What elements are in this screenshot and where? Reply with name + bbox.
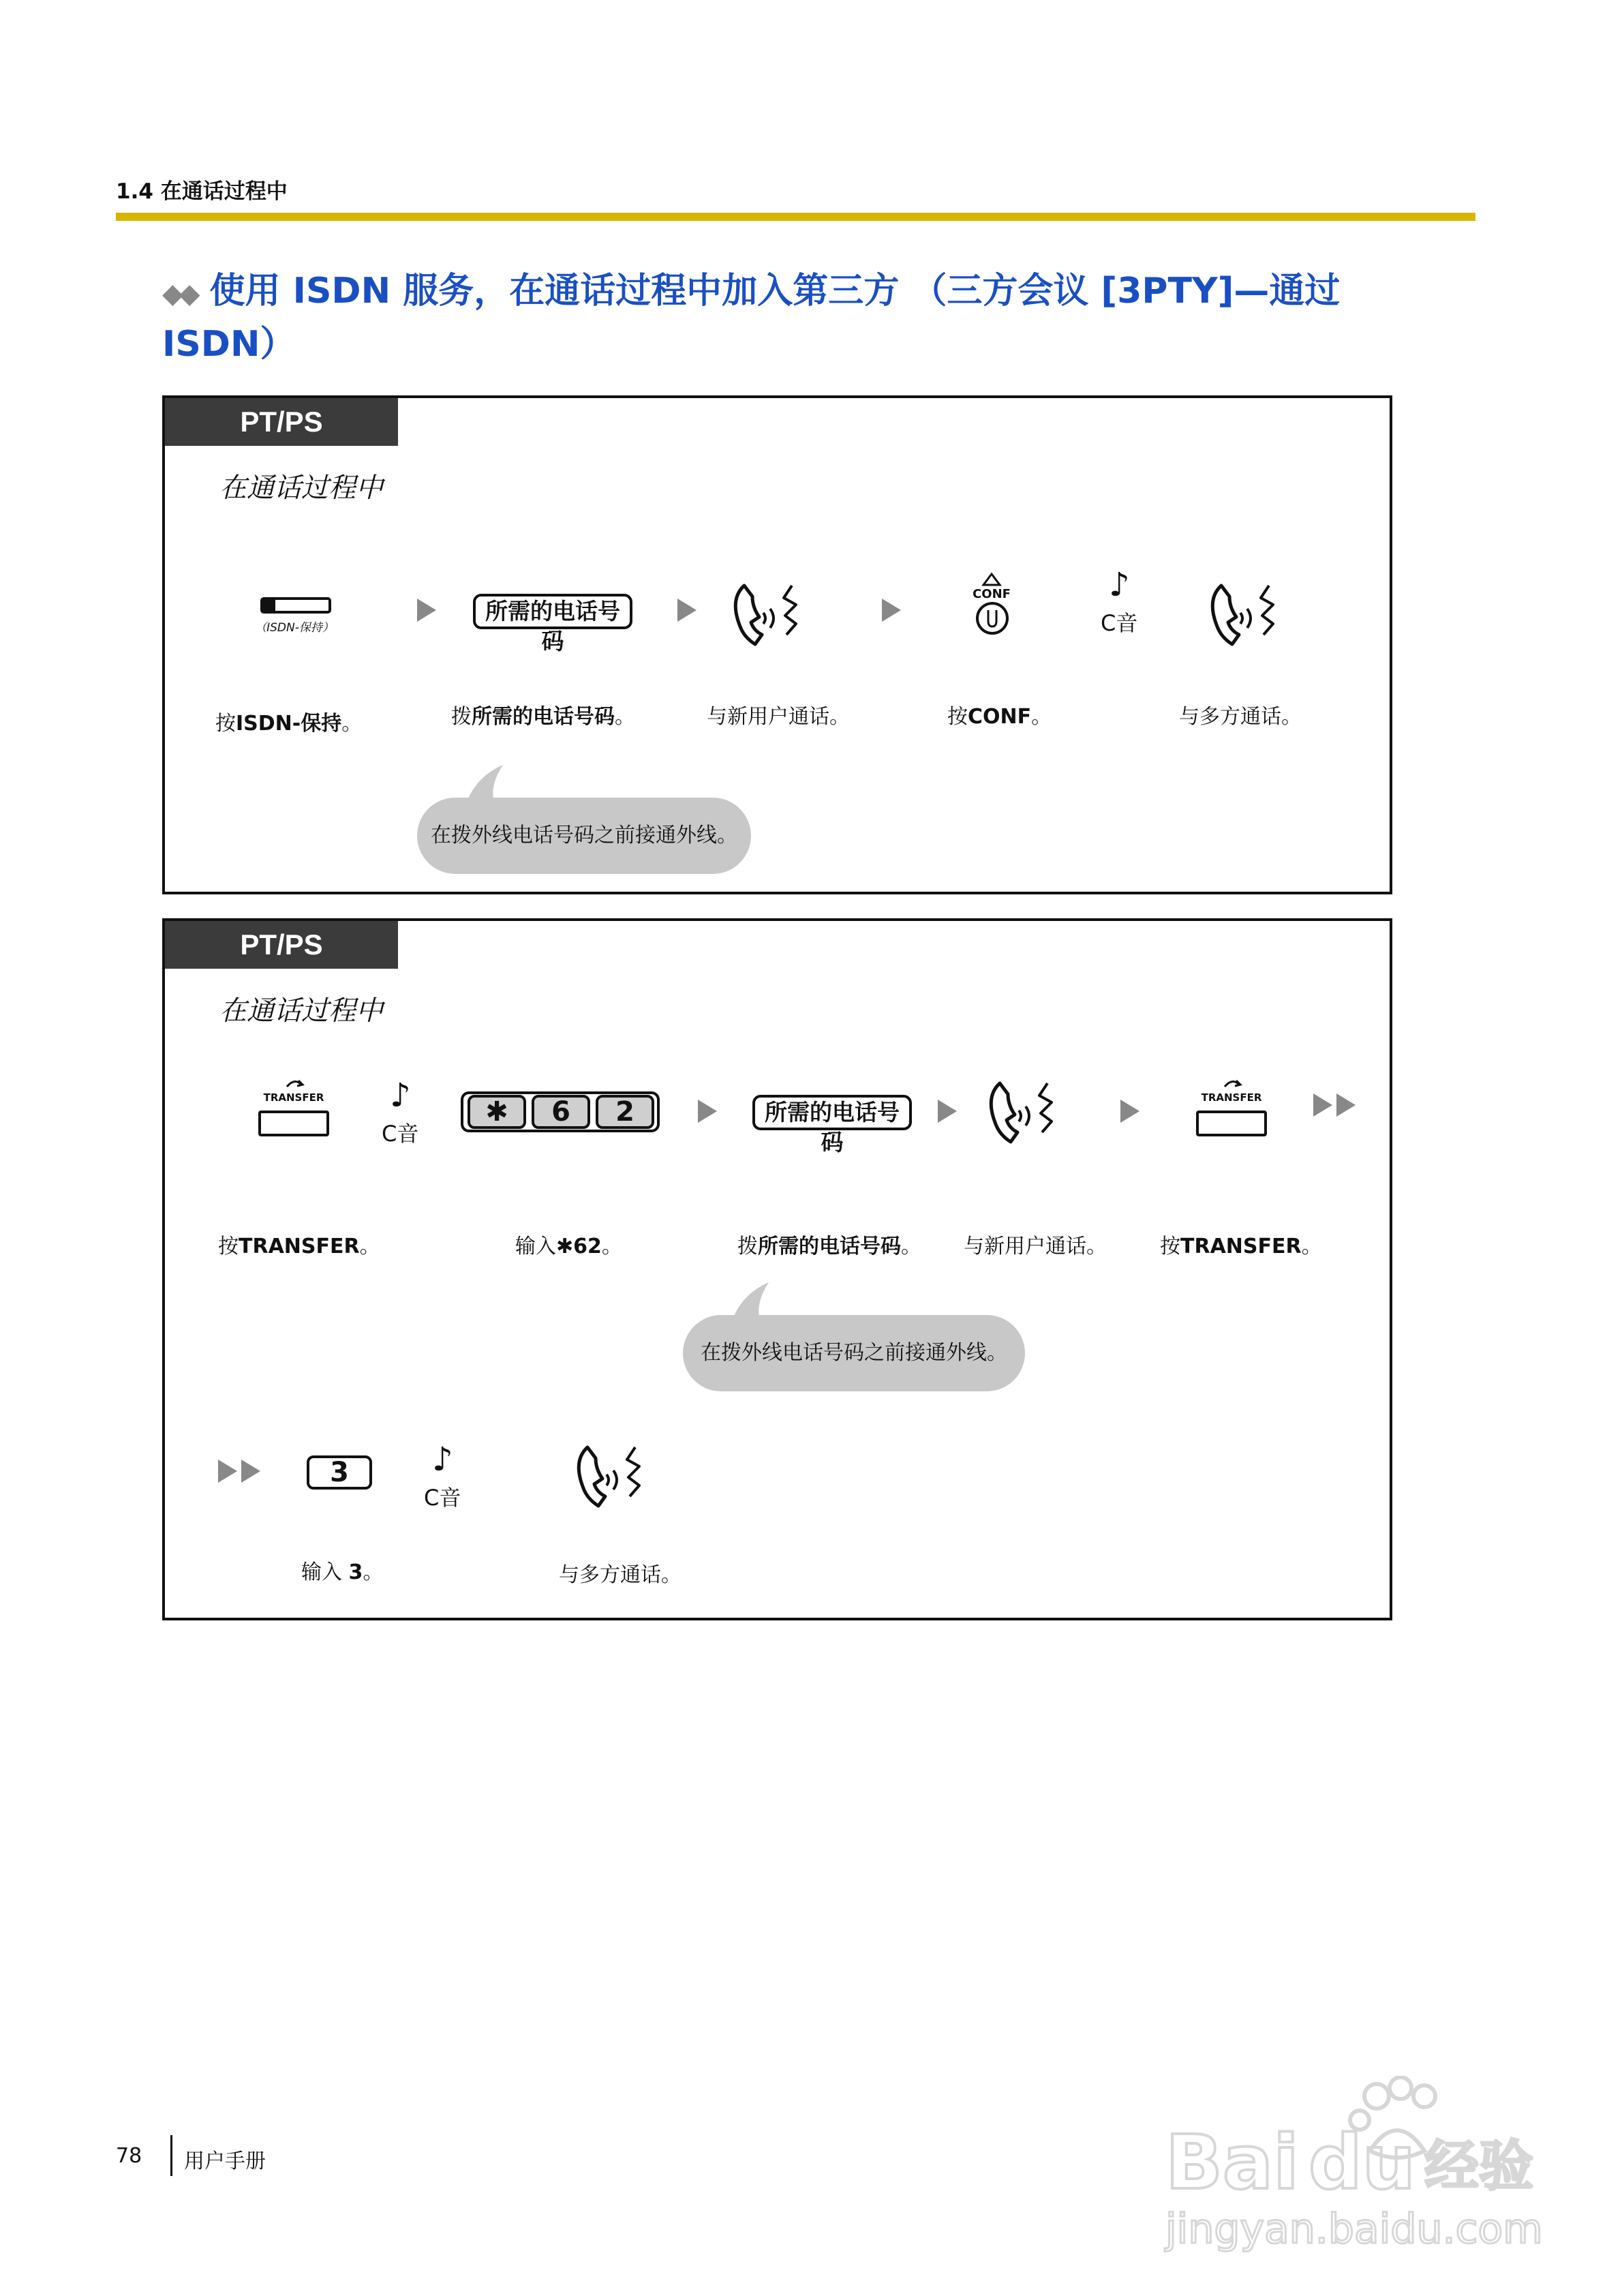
dial-number-key[interactable]: 所需的电话号码 — [473, 594, 632, 629]
panel-context-label: 在通话过程中 — [219, 472, 383, 504]
confirmation-tone-label: C音 — [382, 1121, 419, 1147]
caption-step-4: 按CONF。 — [947, 705, 1052, 729]
confirmation-tone-label: C音 — [1101, 610, 1138, 636]
caption-step-5: 与多方通话。 — [1179, 705, 1302, 729]
caption-step-7: 与多方通话。 — [559, 1563, 682, 1587]
digit-2-key[interactable]: 2 — [596, 1095, 654, 1129]
confirmation-tone-label: C音 — [424, 1485, 461, 1511]
next-arrow-icon — [677, 599, 697, 622]
caption-step-2: 输入✱62。 — [515, 1235, 622, 1258]
conf-triangle-icon — [981, 572, 1002, 587]
next-arrow-icon — [1120, 1100, 1139, 1123]
isdn-hold-button[interactable] — [247, 596, 342, 637]
manual-name: 用户手册 — [184, 2149, 266, 2173]
svg-text:经验: 经验 — [1424, 2134, 1533, 2198]
transfer-button[interactable] — [1194, 1078, 1269, 1139]
transfer-key-icon — [1196, 1111, 1267, 1136]
caption-step-2: 拨所需的电话号码。 — [451, 705, 635, 729]
transfer-button[interactable] — [256, 1078, 331, 1139]
continue-arrow-icon — [1313, 1093, 1360, 1119]
digit-6-key[interactable]: 6 — [532, 1095, 590, 1129]
header-rule — [116, 213, 1475, 221]
panel-transfer-flow — [162, 918, 1392, 1620]
transfer-curve-icon — [1223, 1078, 1243, 1089]
baidu-jingyan-watermark-logo — [1152, 2076, 1561, 2260]
music-note-icon: ♪ — [1109, 566, 1130, 604]
panel-tab: PT/PS — [165, 921, 398, 969]
tip-bubble: 在拨外线电话号码之前接通外线。 — [683, 1315, 1025, 1391]
confirmation-tone — [382, 1076, 429, 1154]
confirmation-tone — [1101, 566, 1148, 644]
diamond-bullet-icon: ◆◆ — [162, 278, 196, 309]
transfer-key-label: TRANSFER — [1201, 1091, 1262, 1104]
transfer-key-label: TRANSFER — [263, 1091, 324, 1104]
digit-3-key[interactable]: 3 — [307, 1455, 372, 1490]
tip-bubble: 在拨外线电话号码之前接通外线。 — [417, 798, 751, 874]
music-note-icon: ♪ — [432, 1440, 453, 1479]
dial-number-key[interactable]: 所需的电话号码 — [752, 1095, 912, 1130]
isdn-hold-key-label: （ISDN-保持） — [255, 621, 334, 635]
star-key[interactable]: ✱ — [468, 1095, 526, 1129]
conf-button[interactable] — [968, 572, 1015, 640]
next-arrow-icon — [882, 599, 901, 622]
caption-step-4: 与新用户通话。 — [964, 1235, 1107, 1258]
panel-context-label: 在通话过程中 — [219, 995, 383, 1027]
continue-arrow-icon — [218, 1460, 264, 1485]
caption-step-1: 按ISDN-保持。 — [215, 712, 363, 736]
svg-text:du: du — [1309, 2119, 1416, 2206]
transfer-curve-icon — [285, 1078, 305, 1089]
music-note-icon: ♪ — [390, 1076, 411, 1115]
panel-isdn-hold-flow — [162, 395, 1392, 894]
caption-step-6: 输入 3。 — [301, 1560, 384, 1584]
conf-key-label: CONF — [973, 587, 1011, 601]
talk-handset-icon — [979, 1070, 1068, 1151]
confirmation-tone — [424, 1440, 472, 1518]
caption-step-3: 与新用户通话。 — [707, 705, 850, 729]
section-title: 1.4 在通话过程中 — [116, 179, 288, 204]
next-arrow-icon — [938, 1100, 957, 1123]
next-arrow-icon — [417, 599, 436, 622]
caption-step-3: 拨所需的电话号码。 — [737, 1235, 921, 1258]
talk-handset-icon — [567, 1434, 656, 1515]
conf-key-icon — [975, 601, 1010, 636]
page-heading — [162, 266, 1443, 369]
svg-text:jingyan.baidu.com: jingyan.baidu.com — [1165, 2205, 1543, 2253]
panel-tab: PT/PS — [165, 398, 398, 446]
caption-step-5: 按TRANSFER。 — [1160, 1235, 1322, 1258]
talk-handset-icon — [1201, 572, 1289, 654]
talk-handset-icon — [724, 572, 812, 654]
transfer-key-icon — [258, 1111, 329, 1136]
next-arrow-icon — [698, 1100, 717, 1123]
footer-separator — [170, 2135, 172, 2176]
caption-step-1: 按TRANSFER。 — [218, 1235, 380, 1258]
page-number: 78 — [116, 2144, 142, 2168]
svg-text:Bai: Bai — [1165, 2119, 1299, 2206]
heading-text: 使用 ISDN 服务，在通话过程中加入第三方 （三方会议 [3PTY]—通过 ISDN） — [162, 271, 1341, 365]
